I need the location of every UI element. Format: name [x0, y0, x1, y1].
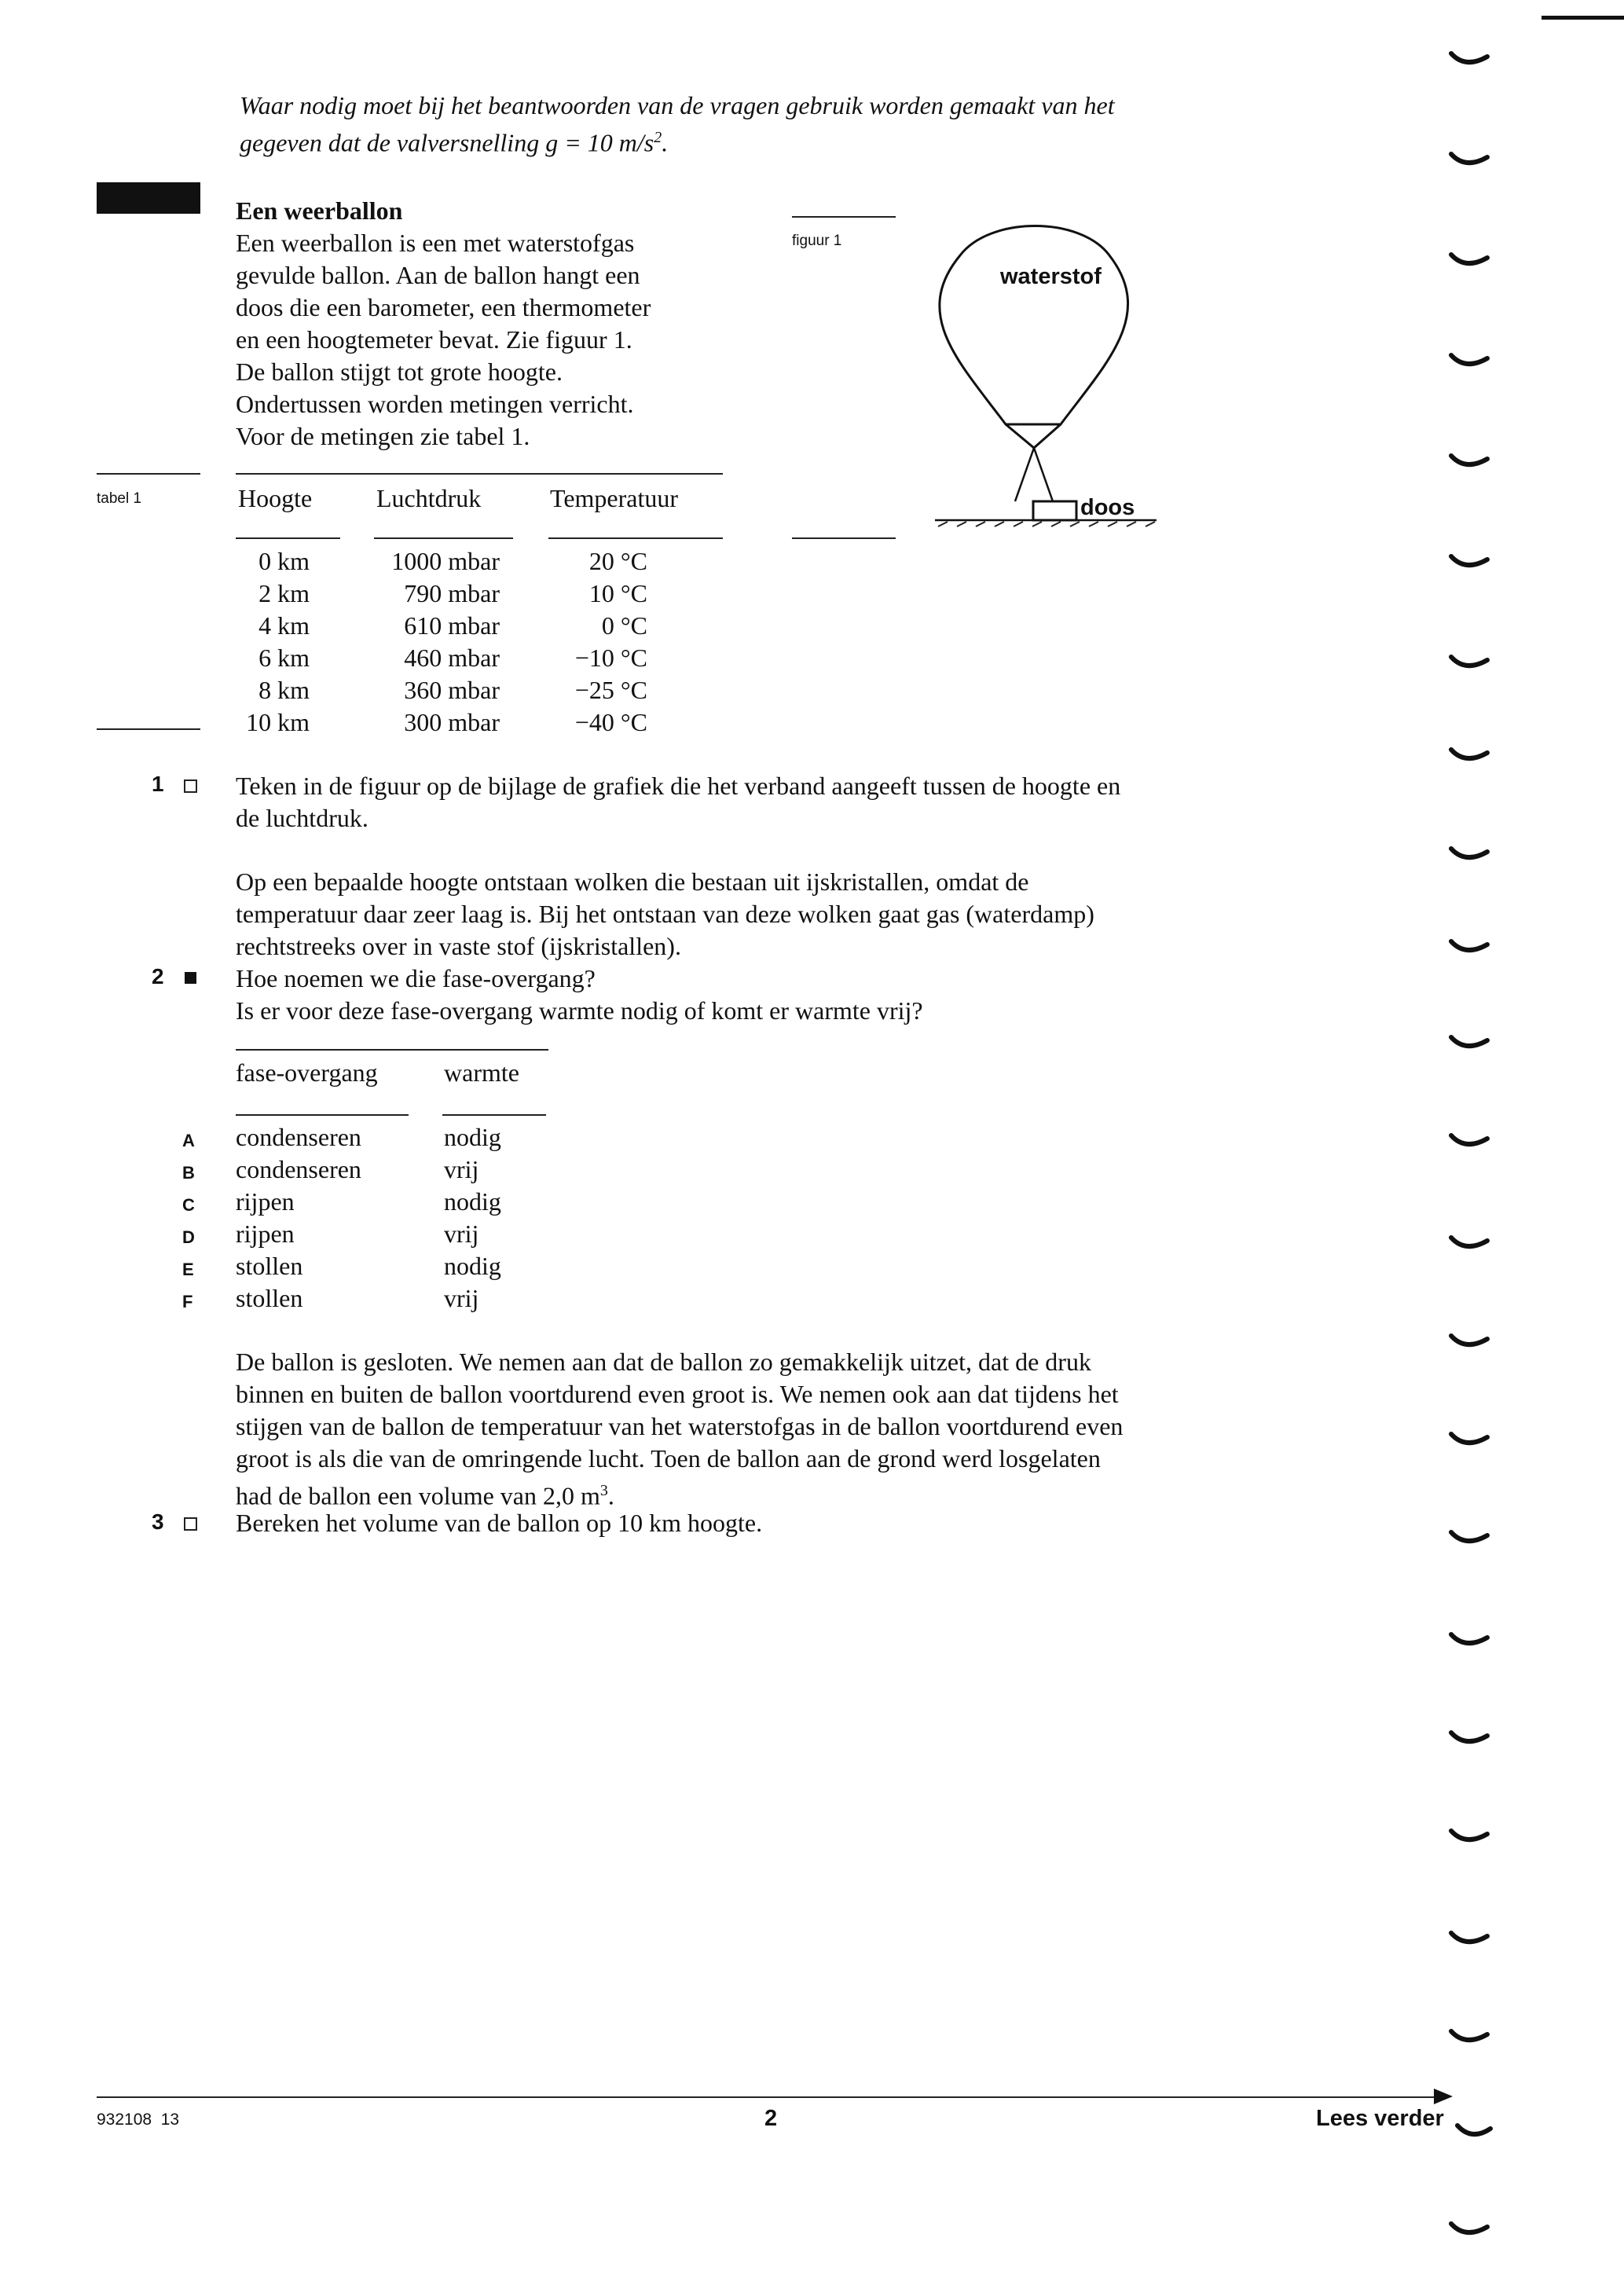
balloon-neck [1006, 424, 1061, 448]
exam-code: 932108 13 [97, 2111, 180, 2129]
options-header-rule [236, 1114, 409, 1116]
cell-temperature: 20 °C [588, 547, 647, 575]
margin-curl [1451, 1634, 1487, 1643]
section-title: Een weerballon [236, 196, 403, 225]
option-phase[interactable]: stollen [236, 1284, 303, 1312]
section-line: Voor de metingen zie tabel 1. [236, 422, 530, 450]
ground-hatch [938, 522, 1155, 526]
option-heat: vrij [444, 1155, 479, 1183]
margin-curl [1451, 154, 1487, 163]
table-header-luchtdruk: Luchtdruk [376, 484, 482, 512]
section-marker [97, 182, 200, 214]
cell-height: 6 km [258, 644, 310, 672]
option-phase[interactable]: condenseren [236, 1155, 361, 1183]
margin-curl [1451, 255, 1487, 263]
table-row [236, 674, 647, 706]
figure-top-rule [792, 216, 896, 218]
table-body [236, 545, 647, 739]
rope-left [1015, 448, 1034, 501]
table-top-rule [236, 473, 723, 475]
options-top-rule [236, 1049, 548, 1051]
balloon-figure [911, 212, 1171, 542]
cell-pressure: 460 mbar [404, 644, 500, 672]
cell-temperature: 0 °C [601, 611, 647, 640]
margin-curl [1451, 1933, 1487, 1942]
intro-line-2: gegeven dat de valversnelling g = 10 $m/s^2$. [240, 128, 669, 157]
table-header-rule [548, 537, 723, 539]
margin-curl [1451, 1831, 1487, 1839]
table-row [236, 706, 647, 739]
margin-curl [1451, 1434, 1487, 1443]
question-1-text [236, 770, 1320, 834]
cell-temperature: 10 °C [588, 579, 647, 607]
options-list [0, 1121, 629, 1326]
question-3-text: Bereken het volume van de ballon op 10 km hoogte. [236, 1509, 763, 1537]
margin-curl [1451, 1238, 1487, 1246]
option-phase[interactable]: stollen [236, 1252, 303, 1280]
option-heat: nodig [444, 1252, 501, 1280]
cell-temperature: −25 °C [574, 676, 647, 704]
context-line: groot is als die van de omringende lucht. Toen de ballon aan de grond werd losgelaten [236, 1444, 1101, 1473]
table-row [236, 642, 647, 674]
binding-margin [1442, 39, 1505, 2287]
table-left-rule [97, 473, 200, 475]
corner-mark [1542, 16, 1624, 20]
context-line: De ballon is gesloten. We nemen aan dat de ballon zo gemakkelijk uitzet, dat de druk [236, 1348, 1091, 1376]
table-header-rule [236, 537, 340, 539]
question-number-1: 1 [152, 772, 164, 796]
footer-rule [97, 2096, 1440, 2098]
context-3-text [236, 1346, 1320, 1513]
section-line: en een hoogtemeter bevat. Zie figuur 1. [236, 325, 632, 354]
cell-pressure: 360 mbar [404, 676, 500, 704]
context-line: stijgen van de ballon de temperatuur van het waterstofgas in de ballon voortdurend even [236, 1412, 1124, 1440]
margin-curl [1451, 556, 1487, 565]
cell-height: 4 km [258, 611, 310, 640]
margin-curl [1451, 1037, 1487, 1046]
margin-curl [1451, 1733, 1487, 1741]
context-line: binnen en buiten de ballon voortdurend even groot is. We nemen ook aan dat tijdens het [236, 1380, 1119, 1408]
option-heat: nodig [444, 1123, 501, 1151]
continue-arrow-icon [1434, 2087, 1454, 2106]
options-header-rule [442, 1114, 546, 1116]
q1-line: de luchtdruk. [236, 804, 368, 832]
figure-bottom-rule [792, 537, 896, 539]
cell-temperature: −10 °C [574, 644, 647, 672]
context-2-text [236, 866, 1320, 963]
option-letter: D [182, 1227, 195, 1247]
margin-curl [1457, 2125, 1490, 2134]
section-line: gevulde ballon. Aan de ballon hangt een [236, 261, 640, 289]
question-number-3: 3 [152, 1509, 164, 1534]
balloon-label: waterstof [1000, 264, 1102, 289]
open-question-marker [184, 1517, 197, 1531]
cell-pressure: 610 mbar [404, 611, 500, 640]
q1-line: Teken in de figuur op de bijlage de grafiek die het verband aangeeft tussen de hoogte en [236, 772, 1121, 800]
table-header-temperatuur: Temperatuur [550, 484, 679, 512]
open-question-marker [184, 779, 197, 793]
option-heat: vrij [444, 1284, 479, 1312]
question-number-2: 2 [152, 964, 164, 988]
context-line: rechtstreeks over in vaste stof (ijskristallen). [236, 932, 681, 960]
option-heat: nodig [444, 1187, 501, 1216]
table-header-hoogte: Hoogte [238, 484, 313, 512]
balloon-outline [940, 226, 1128, 425]
section-line: doos die een barometer, een thermometer [236, 293, 651, 321]
margin-curl [1451, 1135, 1487, 1144]
margin-curl [1451, 849, 1487, 857]
margin-curl [1451, 456, 1487, 464]
margin-curl [1451, 355, 1487, 364]
table-row [236, 610, 647, 642]
table-caption: tabel 1 [97, 490, 142, 507]
box-shape [1033, 501, 1076, 520]
rope-right [1034, 448, 1053, 501]
intro-text [240, 90, 1300, 160]
margin-curl [1451, 53, 1487, 62]
cell-pressure: 300 mbar [404, 708, 500, 736]
options-header-phase: fase-overgang [236, 1058, 378, 1087]
section-line: Een weerballon is een met waterstofgas [236, 229, 635, 257]
option-letter: B [182, 1163, 195, 1183]
option-letter: A [182, 1131, 195, 1150]
margin-curl [1451, 2224, 1487, 2232]
cell-height: 2 km [258, 579, 310, 607]
intro-line-1: Waar nodig moet bij het beantwoorden van de vragen gebruik worden gemaakt van het [240, 91, 1115, 119]
margin-curl [1451, 750, 1487, 758]
table-row [236, 578, 647, 610]
margin-curl [1451, 657, 1487, 666]
cell-height: 0 km [258, 547, 310, 575]
cell-height: 10 km [246, 708, 310, 736]
cell-height: 8 km [258, 676, 310, 704]
section-line: Ondertussen worden metingen verricht. [236, 390, 634, 418]
margin-curl [1451, 2031, 1487, 2040]
option-phase[interactable]: condenseren [236, 1123, 361, 1151]
margin-curl [1451, 1336, 1487, 1344]
option-letter: E [182, 1260, 194, 1279]
context-line: temperatuur daar zeer laag is. Bij het ontstaan van deze wolken gaat gas (waterdamp) [236, 900, 1094, 928]
cell-pressure: 1000 mbar [391, 547, 500, 575]
margin-curl [1451, 941, 1487, 950]
continue-label: Lees verder [1316, 2106, 1444, 2131]
page-number: 2 [764, 2106, 778, 2131]
figure-caption: figuur 1 [792, 233, 842, 249]
question-2-text [236, 963, 1320, 1027]
q2-line: Is er voor deze fase-overgang warmte nodig of komt er warmte vrij? [236, 996, 923, 1025]
context-line: Op een bepaalde hoogte ontstaan wolken die bestaan uit ijskristallen, omdat de [236, 867, 1029, 896]
box-label: doos [1080, 495, 1135, 520]
option-letter: C [182, 1195, 195, 1215]
q2-line: Hoe noemen we die fase-overgang? [236, 964, 596, 992]
margin-curl [1451, 1532, 1487, 1541]
cell-temperature: −40 °C [574, 708, 647, 736]
option-phase[interactable]: rijpen [236, 1220, 295, 1248]
option-letter: F [182, 1292, 193, 1311]
table-row [236, 545, 647, 578]
table-header-rule [374, 537, 513, 539]
option-heat: vrij [444, 1220, 479, 1248]
context-line: had de ballon een volume van 2,0 $m^3$. [236, 1481, 614, 1510]
table-bottom-left-rule [97, 728, 200, 730]
multiple-choice-marker [185, 972, 196, 984]
section-intro [236, 195, 754, 453]
option-phase[interactable]: rijpen [236, 1187, 295, 1216]
cell-pressure: 790 mbar [404, 579, 500, 607]
section-line: De ballon stijgt tot grote hoogte. [236, 358, 563, 386]
options-header-heat: warmte [444, 1058, 519, 1087]
